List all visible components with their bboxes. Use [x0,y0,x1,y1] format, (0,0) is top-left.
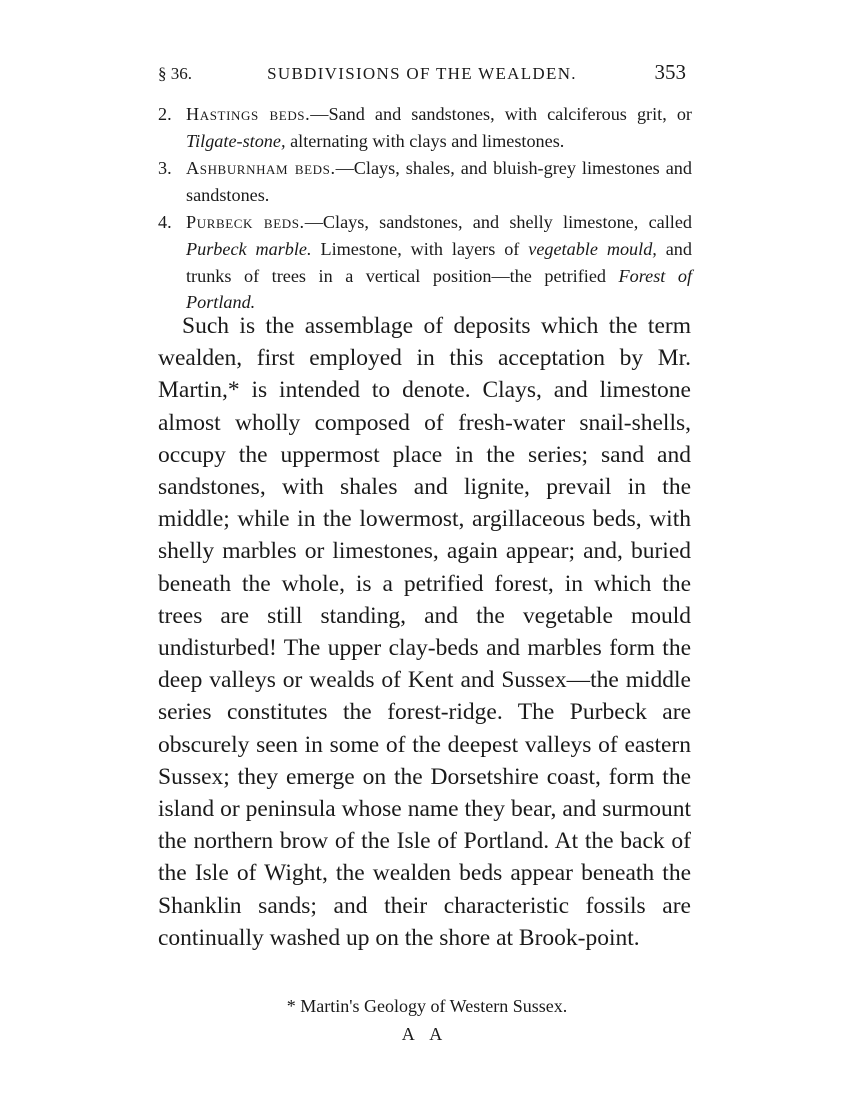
bed-name: Hastings beds. [186,104,311,124]
body-text [158,310,691,954]
page-number: 353 [654,60,686,84]
bed-name: Purbeck beds. [186,212,305,233]
bed-name: Ashburnham beds. [186,158,336,179]
signature-mark: A A [401,1024,449,1044]
bed-text: and trunks of trees in a vertical position—the petrified [186,238,692,286]
bed-text: —Clays, sandstones, and shelly limestone, called [304,212,692,233]
bed-number: 4. [158,212,172,233]
bed-italic-term: Purbeck marble. [186,238,312,259]
bed-description [186,101,692,154]
bed-item-hastings [158,101,692,154]
bed-description [186,209,692,315]
beds-list [158,101,692,317]
bed-text: —Clays, shales, and bluish-grey limestones and sandstones. [186,158,692,205]
running-head [158,58,686,88]
chapter-title: SUBDIVISIONS OF THE WEALDEN. [267,64,577,83]
bed-italic-term: vegetable mould, [528,238,657,259]
body-paragraph: Such is the assemblage of deposits which the term wealden, first employed in this acceptation by Mr. Martin,* is intended to denote. Clays, and limestone almost wholly composed of fresh-water snail-shells, occupy the uppermost place in the series; sand and sandstones, with shales and lignite, prevail in the middle; while in the lowermost, argillaceous beds, with shelly marbles or limestones, again appear; and, buried beneath the whole, is a petrified forest, in which the trees are still standing, and the vegetable mould undisturbed! The upper clay-beds and marbles form the deep valleys or wealds of Kent and Sussex—the middle series constitutes the forest-ridge. The Purbeck are obscurely seen in some of the deepest valleys of eastern Sussex; they emerge on the Dorsetshire coast, form the island or peninsula whose name they bear, and surmount the northern brow of the Isle of Portland. At the back of the Isle of Wight, the wealden beds appear beneath the Shanklin sands; and their characteristic fossils are continually washed up on the shore at Brook-point. [158,313,691,951]
bed-item-purbeck [158,209,692,315]
bed-text: —Sand and sandstones, with calciferous grit, or [310,104,692,124]
section-number: § 36. [158,64,192,83]
bed-text: alternating with clays and limestones. [285,130,565,151]
bed-text: Limestone, with layers of [311,238,529,259]
bed-italic-term: Tilgate-stone, [186,130,286,151]
bed-item-ashburnham [158,155,692,208]
footnote: * Martin's Geology of Western Sussex. [286,996,568,1016]
bed-italic-term: Forest of Portland. [186,265,692,313]
bed-number: 2. [158,104,172,124]
bed-number: 3. [158,158,172,179]
bed-description [186,155,692,208]
